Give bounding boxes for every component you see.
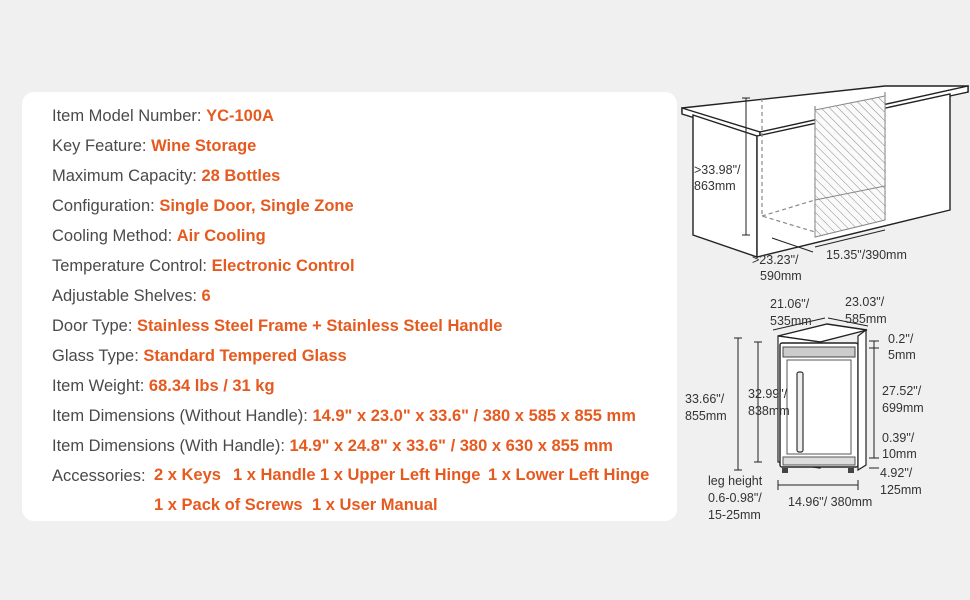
spec-cooling: Cooling Method: Air Cooling: [52, 227, 266, 245]
accessory-item: 1 x Lower Left Hinge: [488, 466, 650, 484]
fridge-depth-total-mm: 585mm: [845, 312, 887, 326]
spec-key-feature: Key Feature: Wine Storage: [52, 137, 257, 155]
spec-configuration: Configuration: Single Door, Single Zone: [52, 197, 354, 215]
accessory-item: 1 x Handle: [233, 466, 316, 484]
accessory-item: 1 x Upper Left Hinge: [320, 466, 481, 484]
cabinet-width: 15.35"/390mm: [826, 248, 907, 262]
fridge-leg-in: 0.6-0.98"/: [708, 491, 762, 505]
cabinet-depth-mm: 590mm: [760, 269, 802, 283]
fridge-base-in: 4.92"/: [880, 466, 913, 480]
fridge-leg-mm: 15-25mm: [708, 508, 761, 522]
accessory-item: 2 x Keys: [154, 466, 221, 484]
fridge-gap-mm: 10mm: [882, 447, 917, 461]
spec-dims-without-handle: Item Dimensions (Without Handle): 14.9" x 23.0" x 33.6" / 380 x 585 x 855 mm: [52, 407, 636, 425]
spec-dims-with-handle: Item Dimensions (With Handle): 14.9" x 24.8" x 33.6" / 380 x 630 x 855 mm: [52, 437, 613, 455]
accessories-label: Accessories:: [52, 467, 146, 485]
spec-weight: Item Weight: 68.34 lbs / 31 kg: [52, 377, 275, 395]
spec-capacity: Maximum Capacity: 28 Bottles: [52, 167, 281, 185]
spec-shelves: Adjustable Shelves: 6: [52, 287, 211, 305]
accessory-item: 1 x Pack of Screws: [154, 496, 303, 514]
cabinet-height-in: >33.98"/: [694, 163, 741, 177]
fridge-height-body-in: 32.99"/: [748, 387, 788, 401]
fridge-height-total-in: 33.66"/: [685, 392, 725, 406]
spec-temperature: Temperature Control: Electronic Control: [52, 257, 355, 275]
cabinet-depth-in: >23.23"/: [752, 253, 799, 267]
fridge-top-gap-in: 0.2"/: [888, 332, 914, 346]
fridge-width: 14.96"/ 380mm: [788, 495, 873, 509]
fridge-height-total-mm: 855mm: [685, 409, 727, 423]
fridge-depth-top-in: 21.06"/: [770, 297, 810, 311]
fridge-door-height-in: 27.52"/: [882, 384, 922, 398]
fridge-leg-label: leg height: [708, 474, 763, 488]
fridge-top-gap-mm: 5mm: [888, 348, 916, 362]
fridge-base-mm: 125mm: [880, 483, 922, 497]
fridge-gap-in: 0.39"/: [882, 431, 915, 445]
spec-door-type: Door Type: Stainless Steel Frame + Stainless Steel Handle: [52, 317, 503, 335]
accessory-item: 1 x User Manual: [312, 496, 438, 514]
spec-model: Item Model Number: YC-100A: [52, 107, 274, 125]
fridge-height-body-mm: 838mm: [748, 404, 790, 418]
fridge-depth-total-in: 23.03"/: [845, 295, 885, 309]
cabinet-height-mm: 863mm: [694, 179, 736, 193]
fridge-door-height-mm: 699mm: [882, 401, 924, 415]
spec-glass-type: Glass Type: Standard Tempered Glass: [52, 347, 347, 365]
fridge-depth-top-mm: 535mm: [770, 314, 812, 328]
